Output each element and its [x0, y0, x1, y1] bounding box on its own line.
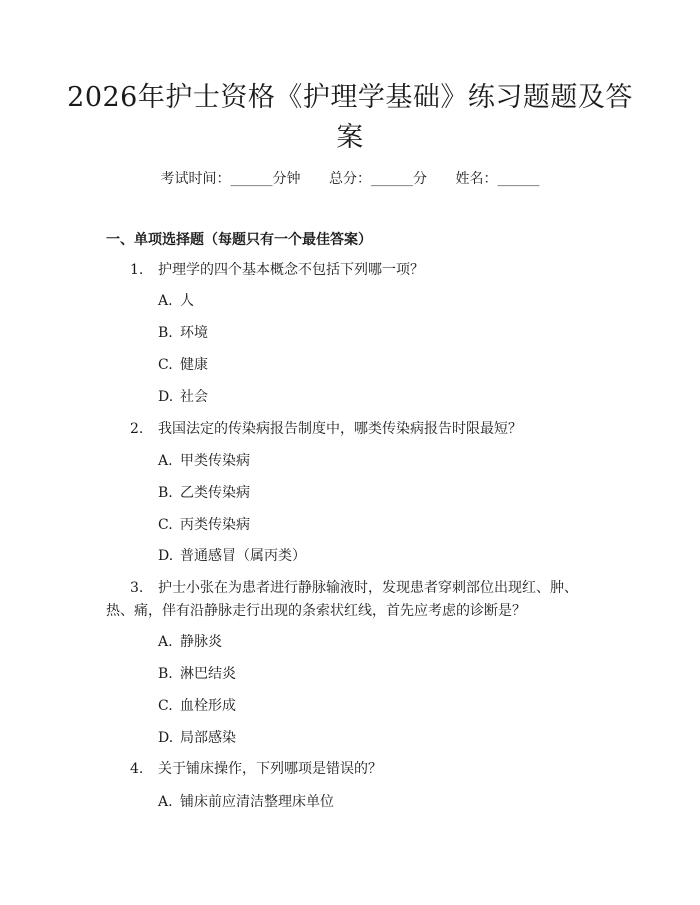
option-text: 社会: [180, 389, 208, 405]
option-item: [158, 451, 250, 471]
option-letter: B.: [158, 485, 173, 501]
total-score-field: 总分：______分: [329, 171, 427, 187]
option-text: 局部感染: [180, 730, 236, 746]
option-letter: A.: [158, 293, 173, 309]
option-text: 人: [180, 293, 194, 309]
option-letter: C.: [158, 357, 173, 373]
option-item: [158, 323, 208, 343]
option-text: 乙类传染病: [180, 485, 250, 501]
option-item: [158, 546, 306, 566]
option-text: 丙类传染病: [180, 517, 250, 533]
option-text: 环境: [180, 325, 208, 341]
exam-time-field: 考试时间：______分钟: [160, 171, 301, 187]
option-letter: D.: [158, 389, 174, 405]
option-item: [158, 387, 208, 407]
question-number: 3.: [130, 580, 144, 596]
option-letter: A.: [158, 453, 173, 469]
question-item: [106, 418, 596, 441]
question-item: [106, 758, 596, 781]
option-text: 血栓形成: [180, 698, 236, 714]
option-text: 淋巴结炎: [180, 666, 236, 682]
option-letter: A.: [158, 794, 173, 810]
option-letter: D.: [158, 730, 174, 746]
question-number: 1.: [130, 262, 144, 278]
section-heading: 一、单项选择题（每题只有一个最佳答案）: [106, 232, 372, 248]
question-text: 护士小张在为患者进行静脉输液时，发现患者穿刺部位出现红、肿、热、痛，伴有沿静脉走行出现的条索状红线，首先应考虑的诊断是？: [106, 580, 578, 619]
option-item: [158, 355, 208, 375]
option-text: 健康: [180, 357, 208, 373]
option-letter: C.: [158, 517, 173, 533]
option-letter: A.: [158, 634, 173, 650]
question-item: [106, 577, 596, 623]
option-letter: C.: [158, 698, 173, 714]
question-text: 我国法定的传染病报告制度中，哪类传染病报告时限最短？: [158, 421, 522, 437]
option-text: 铺床前应清洁整理床单位: [180, 794, 334, 810]
option-item: [158, 515, 250, 535]
option-item: [158, 632, 222, 652]
option-item: [158, 728, 236, 748]
option-item: [158, 664, 236, 684]
question-text: 关于铺床操作，下列哪项是错误的？: [158, 761, 382, 777]
option-text: 普通感冒（属丙类）: [180, 548, 306, 564]
question-text: 护理学的四个基本概念不包括下列哪一项？: [158, 262, 424, 278]
option-item: [158, 792, 334, 812]
question-number: 2.: [130, 421, 144, 437]
name-field: 姓名：______: [455, 171, 540, 187]
option-letter: B.: [158, 325, 173, 341]
document-title: 2026年护士资格《护理学基础》练习题题及答案: [67, 82, 633, 153]
option-text: 静脉炎: [180, 634, 222, 650]
question-number: 4.: [130, 761, 144, 777]
option-item: [158, 696, 236, 716]
option-letter: B.: [158, 666, 173, 682]
question-item: [106, 259, 596, 282]
exam-info-line: [0, 168, 700, 188]
option-text: 甲类传染病: [180, 453, 250, 469]
option-item: [158, 291, 194, 311]
option-letter: D.: [158, 548, 174, 564]
option-item: [158, 483, 250, 503]
